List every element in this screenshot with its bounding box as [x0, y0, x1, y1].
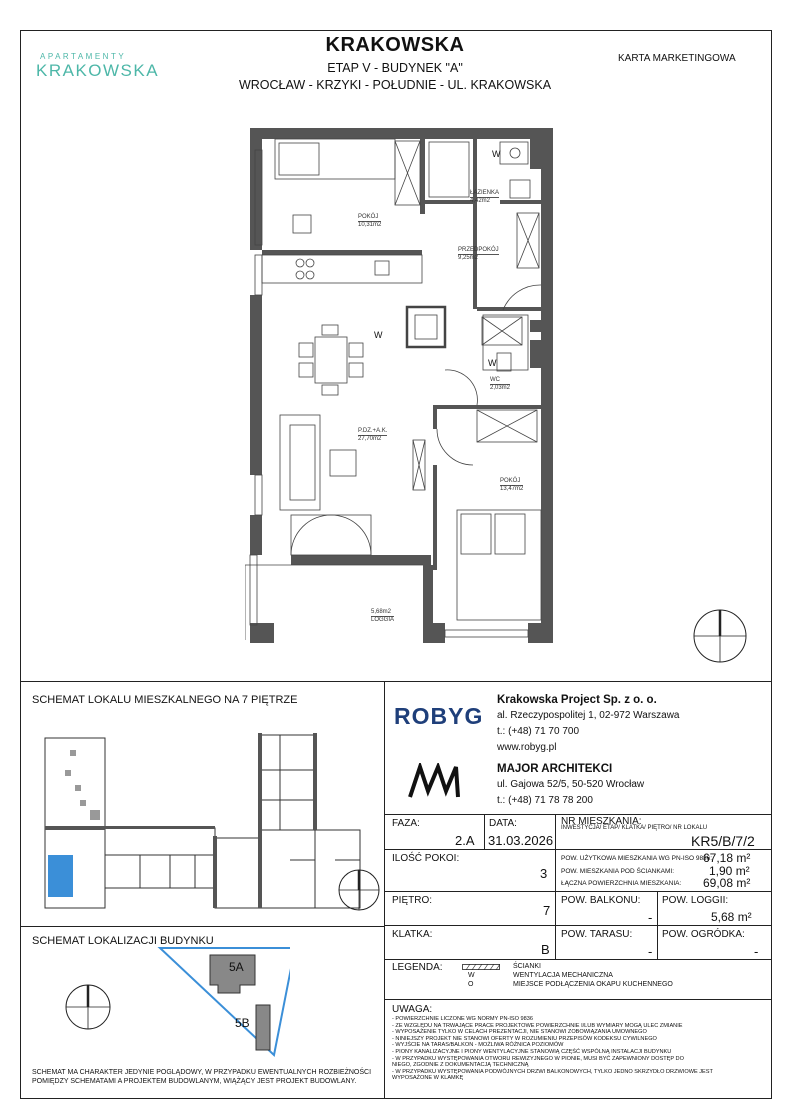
pietro-value: 7: [543, 903, 551, 918]
building-location-map: [60, 945, 290, 1065]
klatka-label: KLATKA:: [392, 929, 433, 940]
klatka-value: B: [541, 942, 550, 957]
note-item: - NINIEJSZY PROJEKT NIE STANOWI OFERTY W ROZUMIENIU PRZEPISÓW KODEKSU CYWILNEGO: [392, 1035, 657, 1042]
taras-label: POW. TARASU:: [561, 929, 633, 940]
developer-web[interactable]: www.robyg.pl: [497, 742, 557, 753]
pu-value: 67,18 m²: [703, 851, 751, 865]
note-item: - POWIERZCHNIE LICZONE WG NORMY PN-ISO 9836: [392, 1016, 534, 1022]
note-item: WYPOSAŻONE W KLAMKĘ: [392, 1075, 464, 1082]
room-wc: WC 2,03m2: [490, 377, 511, 391]
pu-label: POW. UŻYTKOWA MIESZKANIA WG PN-ISO 9836:: [561, 855, 713, 862]
ps-value: 1,90 m²: [709, 864, 750, 878]
note-item: - W PRZYPADKU WYSTĘPOWANIA OTWORU REWIZYJNEGO W PIONIE, MUSI BYĆ ZAPEWNIONY DOSTĘP DO: [392, 1055, 684, 1062]
schemat-budynku-title: SCHEMAT LOKALIZACJI BUDYNKU: [32, 935, 214, 947]
notes-list: [392, 1016, 767, 1082]
nr-value: KR5/B/7/2: [691, 833, 755, 849]
room-pokoj-2: POKÓJ 13,47m2: [500, 478, 524, 492]
legend-item-scianki: ŚCIANKI: [513, 963, 542, 970]
major-architekci-logo: [408, 763, 466, 799]
faza-label: FAZA:: [392, 818, 420, 829]
legend-vent-mark: W: [468, 972, 475, 979]
developer-phone: t.: (+48) 71 70 700: [497, 726, 580, 737]
pl-value: 69,08 m²: [703, 876, 751, 890]
taras-value: -: [648, 944, 653, 959]
developer-name: Krakowska Project Sp. z o. o.: [497, 694, 657, 706]
legend-hood-mark: O: [468, 981, 474, 988]
pokoje-value: 3: [540, 866, 548, 881]
ps-label: POW. MIESZKANIA POD ŚCIANKAMI:: [561, 868, 675, 875]
ventilation-mark-1: W: [492, 149, 501, 159]
wall-hatch-icon: [462, 964, 500, 970]
note-item: - WYJŚCIE NA TARAS/BALKON - MOŻLIWA RÓŻNICA POZIOMÓW: [392, 1042, 564, 1049]
note-item: - WYPOSAŻENIE TYLKO W CELACH PREZENTACJI, NIE STANOWI ZOBOWIĄZANIA UMOWNEGO: [392, 1029, 647, 1036]
developer-address: al. Rzeczypospolitej 1, 02-972 Warszawa: [497, 710, 680, 721]
data-value: 31.03.2026: [488, 833, 554, 848]
ogrodek-value: -: [754, 944, 759, 959]
balkon-value: -: [648, 910, 653, 925]
room-pokoj-1: POKÓJ 10,31m2: [358, 214, 382, 228]
note-item: - ZE WZGLĘDU NA TRWAJĄCE PRACE PROJEKTOWE POWIERZCHNIE I/LUB WYMIARY MOGĄ ULEC ZMIANIE: [392, 1022, 683, 1029]
note-item: - PIONY KANALIZACYJNE I PIONY WENTYLACYJNE STANOWIĄ CZĘŚĆ WSPÓLNĄ INSTALACJI BUDYNKU: [392, 1048, 672, 1055]
building-5b-label: 5B: [235, 1016, 250, 1030]
north-arrow-schematic-icon: [337, 868, 381, 912]
highlighted-unit: [48, 855, 73, 897]
brand-logo: [36, 52, 176, 81]
balkon-label: POW. BALKONU:: [561, 895, 641, 906]
ventilation-mark-2: W: [374, 330, 383, 340]
disclaimer: SCHEMAT MA CHARAKTER JEDYNIE POGLĄDOWY, W PRZYPADKU EWENTUALNYCH ROZBIEŻNOŚCI POMIĘDZY SCHEMATAMI A PROJEKTEM BUDOWLANYM, WIĄŻĄCY JEST PROJEKT BUDOWLANY.: [32, 1069, 372, 1085]
loggia-label: POW. LOGGII:: [662, 895, 729, 906]
legend-label: LEGENDA:: [392, 962, 443, 973]
pokoje-label: ILOŚĆ POKOI:: [392, 853, 460, 864]
brand-line2: KRAKOWSKA: [36, 61, 160, 80]
brand-line1: APARTAMENTY: [40, 52, 127, 61]
nr-label: NR MIESZKANIA:: [561, 816, 642, 827]
legend-item-okap: MIEJSCE PODŁĄCZENIA OKAPU KUCHENNEGO: [513, 981, 673, 988]
notes-label: UWAGA:: [392, 1004, 433, 1015]
schemat-lokalu-title: SCHEMAT LOKALU MIESZKALNEGO NA 7 PIĘTRZE: [32, 694, 298, 706]
ventilation-mark-3: W: [488, 358, 497, 368]
building-5a-label: 5A: [229, 960, 244, 974]
room-przedpokoj: PRZEDPOKÓJ 9,25m2: [458, 247, 499, 261]
note-item: NIEGO, ZGODNIE Z DOKUMENTACJĄ TECHNICZNĄ: [392, 1062, 529, 1069]
faza-value: 2.A: [455, 833, 475, 848]
loggia-value: 5,68 m²: [711, 910, 752, 924]
data-label: DATA:: [489, 818, 517, 829]
location-line: WROCŁAW - KRZYKI - POŁUDNIE - UL. KRAKOWSKA: [238, 78, 552, 92]
architect-info: [497, 761, 644, 809]
room-lazienka: ŁAZIENKA 4,42m2: [470, 190, 500, 204]
floor-schematic: [40, 730, 375, 915]
north-arrow-icon: [692, 608, 748, 664]
architect-phone: t.: (+48) 71 78 78 200: [497, 795, 593, 806]
room-loggia: 5,68m2 LOGGIA: [371, 609, 395, 623]
pietro-label: PIĘTRO:: [392, 895, 433, 906]
architect-name: MAJOR ARCHITEKCI: [497, 763, 613, 775]
pl-label: ŁĄCZNA POWIERZCHNIA MIESZKANIA:: [561, 880, 682, 887]
stage-line: ETAP V - BUDYNEK "A": [327, 61, 463, 75]
legend-item-wentylacja: WENTYLACJA MECHANICZNA: [513, 972, 613, 979]
developer-info: [497, 692, 680, 756]
architect-address: ul. Gajowa 52/5, 50-520 Wrocław: [497, 779, 645, 790]
page-title: KRAKOWSKA: [325, 34, 465, 56]
ogrodek-label: POW. OGRÓDKA:: [662, 929, 745, 940]
room-pdz-ak: P.DZ.+A.K. 27,70m2: [358, 428, 388, 442]
nr-sublabel: INWESTYCJA/ ETAP/ KLATKA/ PIĘTRO/ NR LOKALU: [561, 825, 708, 831]
note-item: - W PRZYPADKU WYSTĘPOWANIA PODWÓJNYCH DRZWI BALKONOWYCH, TYLKO JEDNO SKRZYDŁO DRZWIOWE JEST: [392, 1068, 713, 1075]
card-type: KARTA MARKETINGOWA: [618, 53, 736, 64]
floor-plan: [245, 125, 565, 650]
robyg-logo: ROBYG: [394, 703, 484, 729]
